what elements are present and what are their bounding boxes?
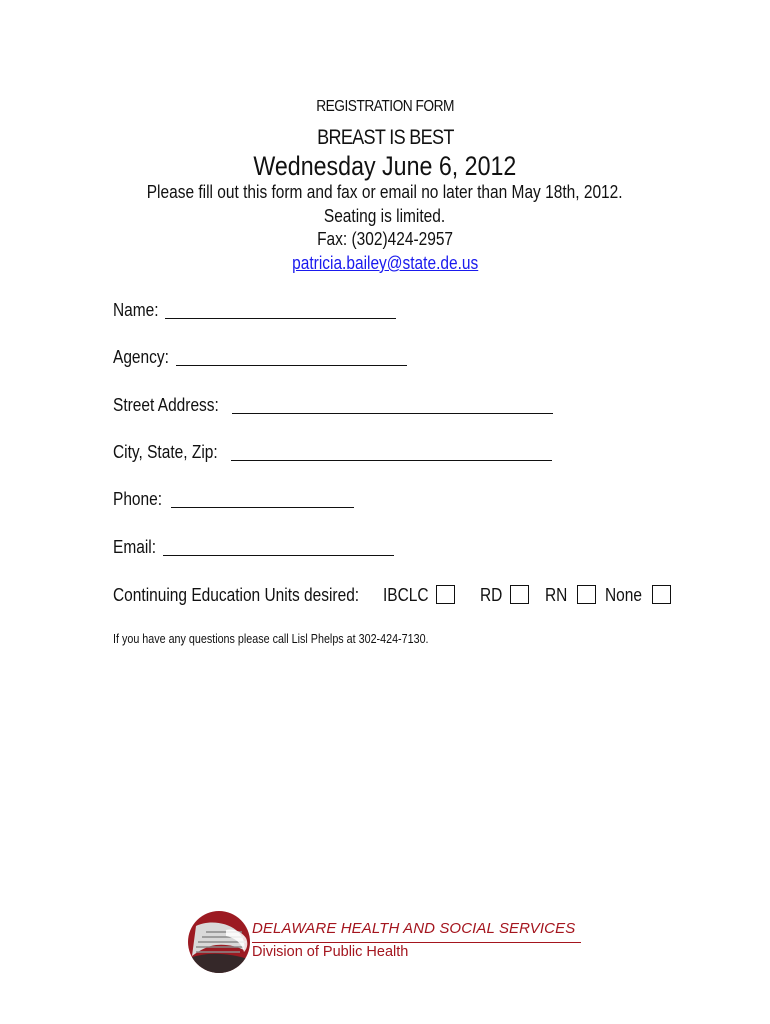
city-state-zip-input-line[interactable] — [231, 460, 552, 461]
ceu-option-rn-label: RN — [545, 585, 568, 605]
logo-divider — [252, 942, 581, 943]
name-input-line[interactable] — [165, 318, 396, 319]
street-address-label: Street Address: — [113, 395, 219, 415]
agency-field — [113, 347, 178, 371]
ceu-rn-checkbox[interactable] — [577, 585, 596, 604]
fax-number: Fax: (302)424-2957 — [317, 229, 453, 249]
street-address-input-line[interactable] — [232, 413, 553, 414]
event-name: BREAST IS BEST — [316, 126, 454, 149]
agency-label: Agency: — [113, 347, 169, 367]
ceu-label: Continuing Education Units desired: — [113, 585, 360, 605]
agency-input-line[interactable] — [176, 365, 407, 366]
name-label: Name: — [113, 300, 159, 320]
contact-email-link[interactable]: patricia.bailey@state.de.us — [291, 253, 479, 273]
division-name: Division of Public Health — [252, 944, 409, 960]
name-field — [113, 300, 166, 324]
email-label: Email: — [113, 537, 157, 557]
city-state-zip-label: City, State, Zip: — [113, 442, 218, 462]
ceu-options — [113, 585, 713, 609]
ceu-option-none-label: None — [605, 585, 643, 605]
seating-note: Seating is limited. — [324, 206, 446, 226]
org-name: DELAWARE HEALTH AND SOCIAL SERVICES — [252, 920, 576, 937]
phone-input-line[interactable] — [171, 507, 354, 508]
ceu-ibclc-checkbox[interactable] — [436, 585, 455, 604]
instructions-text: Please fill out this form and fax or email no later than May 18th, 2012. — [147, 182, 623, 202]
email-input-line[interactable] — [163, 555, 394, 556]
phone-label: Phone: — [113, 489, 163, 509]
ceu-option-ibclc-label: IBCLC — [383, 585, 429, 605]
city-state-zip-field — [113, 442, 235, 466]
contact-email-link-wrap — [0, 253, 770, 274]
street-address-field — [113, 395, 236, 419]
ceu-none-checkbox[interactable] — [652, 585, 671, 604]
contact-note: If you have any questions please call Lisl Phelps at 302-424-7130. — [113, 632, 429, 646]
event-date: Wednesday June 6, 2012 — [253, 151, 517, 181]
phone-field — [113, 489, 170, 513]
ceu-rd-checkbox[interactable] — [510, 585, 529, 604]
form-title: REGISTRATION FORM — [316, 98, 454, 115]
email-field — [113, 537, 163, 561]
ceu-option-rd-label: RD — [480, 585, 503, 605]
